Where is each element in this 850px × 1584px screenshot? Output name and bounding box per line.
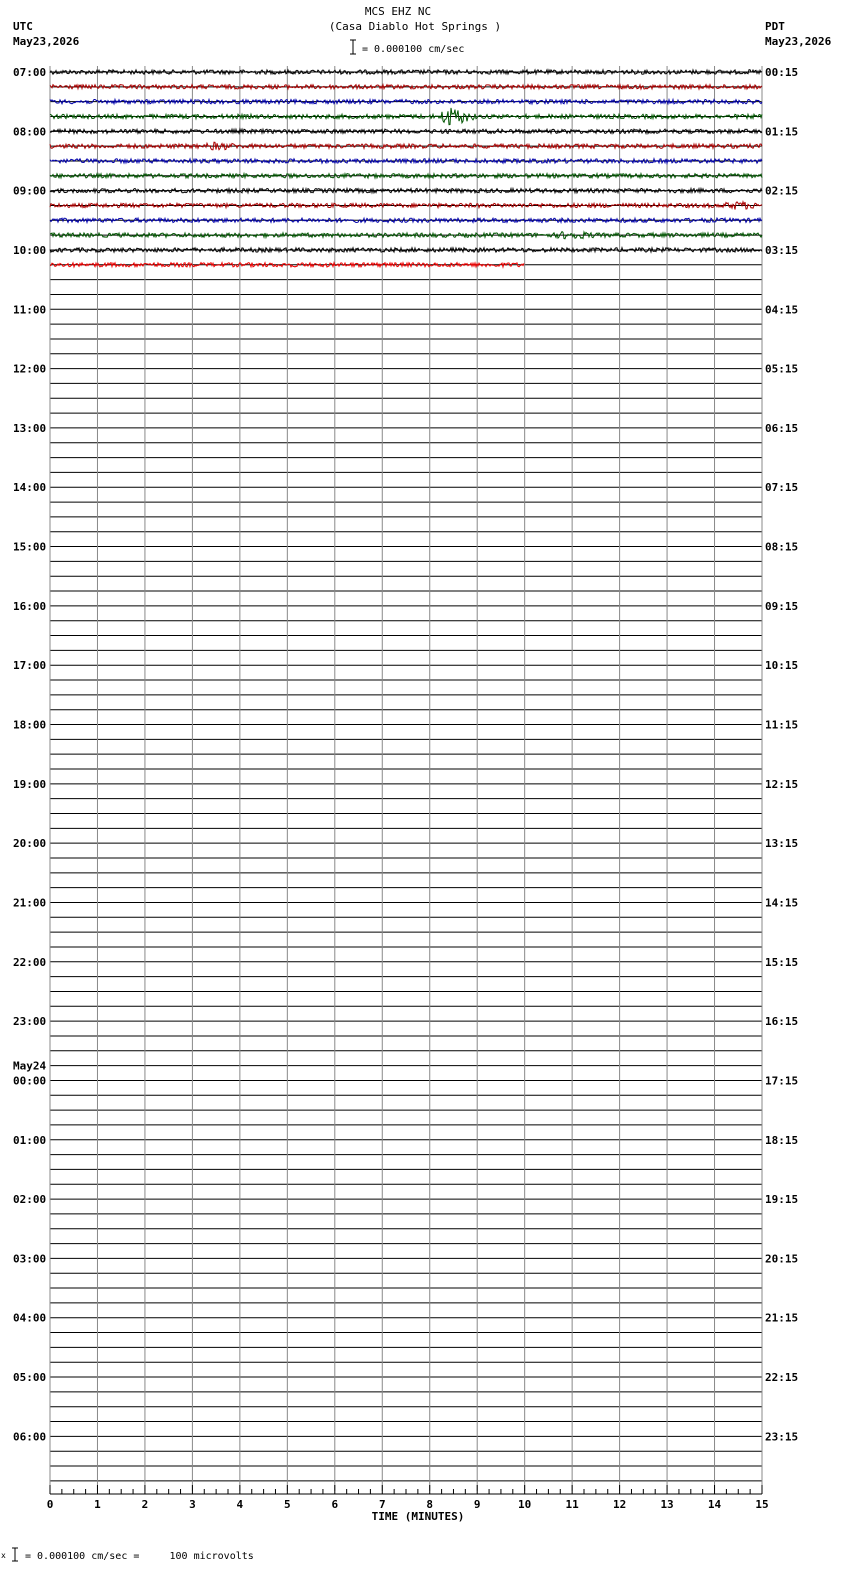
seismic-traces: [50, 70, 762, 267]
utc-hour-label: 17:00: [13, 659, 47, 673]
x-tick-label: 11: [565, 1498, 579, 1511]
x-tick-label: 13: [660, 1498, 674, 1511]
svg-text:x: x: [1, 1551, 6, 1560]
utc-hour-labels: [13, 66, 46, 1443]
utc-hour-label: 22:00: [13, 955, 47, 969]
pdt-hour-label: 06:15: [765, 421, 799, 435]
x-tick-label: 1: [94, 1498, 101, 1511]
right-timezone: PDT: [765, 20, 785, 33]
pdt-hour-label: 12:15: [765, 777, 799, 791]
seismic-trace: [50, 202, 762, 210]
utc-hour-label: 18:00: [13, 718, 47, 732]
left-date: May23,2026: [13, 35, 80, 48]
pdt-hour-label: 07:15: [765, 481, 799, 495]
utc-hour-label: 20:00: [13, 837, 47, 851]
utc-hour-label: 16:00: [13, 599, 47, 613]
utc-hour-label: 23:00: [13, 1015, 47, 1029]
pdt-hour-label: 15:15: [765, 955, 799, 969]
pdt-hour-label: 23:15: [765, 1430, 799, 1444]
pdt-hour-label: 14:15: [765, 896, 799, 910]
utc-hour-label: 12:00: [13, 362, 47, 376]
pdt-hour-label: 09:15: [765, 599, 799, 613]
utc-hour-label: 03:00: [13, 1252, 47, 1266]
date-change-label: May24: [13, 1059, 47, 1073]
utc-hour-label: 00:00: [13, 1074, 47, 1088]
pdt-hour-label: 13:15: [765, 837, 799, 851]
seismic-trace: [50, 108, 762, 125]
x-tick-label: 5: [284, 1498, 291, 1511]
x-tick-label: 10: [518, 1498, 532, 1511]
pdt-hour-label: 20:15: [765, 1252, 799, 1266]
utc-hour-label: 08:00: [13, 125, 47, 139]
pdt-hour-label: 05:15: [765, 362, 799, 376]
x-tick-label: 0: [46, 1498, 54, 1511]
footer-scale-icon: [1, 1548, 18, 1561]
right-date: May23,2026: [765, 35, 832, 48]
utc-hour-label: 04:00: [13, 1311, 47, 1325]
pdt-hour-label: 03:15: [765, 243, 799, 257]
seismic-trace: [50, 129, 762, 133]
chart-title: MCS EHZ NC: [364, 5, 432, 18]
x-tick-label: 2: [141, 1498, 149, 1511]
scale-bar-icon: [350, 40, 356, 54]
pdt-hour-label: 18:15: [765, 1133, 799, 1147]
pdt-hour-label: 10:15: [765, 659, 799, 673]
chart-subtitle: (Casa Diablo Hot Springs ): [328, 20, 502, 33]
utc-hour-label: 21:00: [13, 896, 47, 910]
pdt-hour-label: 02:15: [765, 184, 799, 198]
x-tick-label: 9: [473, 1498, 481, 1511]
x-axis-label: TIME (MINUTES): [371, 1510, 465, 1523]
seismic-trace: [50, 159, 762, 163]
utc-hour-label: 14:00: [13, 481, 47, 495]
scale-text: = 0.000100 cm/sec: [362, 44, 465, 55]
x-tick-label: 15: [755, 1498, 769, 1511]
pdt-hour-label: 08:15: [765, 540, 799, 554]
pdt-hour-labels: [765, 66, 798, 1443]
x-axis: [47, 1485, 769, 1511]
pdt-hour-label: 17:15: [765, 1074, 799, 1088]
x-tick-label: 12: [612, 1498, 627, 1511]
pdt-hour-label: 16:15: [765, 1015, 799, 1029]
x-tick-label: 8: [426, 1498, 434, 1511]
footer-scale-note: = 0.000100 cm/sec = 100 microvolts: [25, 1551, 254, 1562]
utc-hour-label: 11:00: [13, 303, 47, 317]
utc-hour-label: 19:00: [13, 777, 47, 791]
x-tick-label: 7: [378, 1498, 386, 1511]
utc-hour-label: 05:00: [13, 1371, 47, 1385]
pdt-hour-label: 22:15: [765, 1371, 799, 1385]
utc-hour-label: 10:00: [13, 243, 47, 257]
pdt-hour-label: 21:15: [765, 1311, 799, 1325]
utc-hour-label: 07:00: [13, 66, 47, 79]
plot-grid: [50, 66, 762, 1491]
pdt-hour-label: 04:15: [765, 303, 799, 317]
left-timezone: UTC: [13, 20, 33, 33]
utc-hour-label: 06:00: [13, 1430, 47, 1444]
utc-hour-label: 01:00: [13, 1133, 47, 1147]
pdt-hour-label: 01:15: [765, 125, 799, 139]
utc-hour-label: 02:00: [13, 1193, 47, 1207]
x-tick-label: 4: [236, 1498, 244, 1511]
x-tick-label: 6: [331, 1498, 339, 1511]
utc-hour-label: 09:00: [13, 184, 47, 198]
utc-hour-label: 15:00: [13, 540, 47, 554]
seismic-trace: [50, 232, 762, 239]
utc-hour-label: 13:00: [13, 421, 47, 435]
pdt-hour-label: 00:15: [765, 66, 799, 79]
x-tick-label: 14: [707, 1498, 722, 1511]
pdt-hour-label: 19:15: [765, 1193, 799, 1207]
pdt-hour-label: 11:15: [765, 718, 799, 732]
x-tick-label: 3: [189, 1498, 196, 1511]
